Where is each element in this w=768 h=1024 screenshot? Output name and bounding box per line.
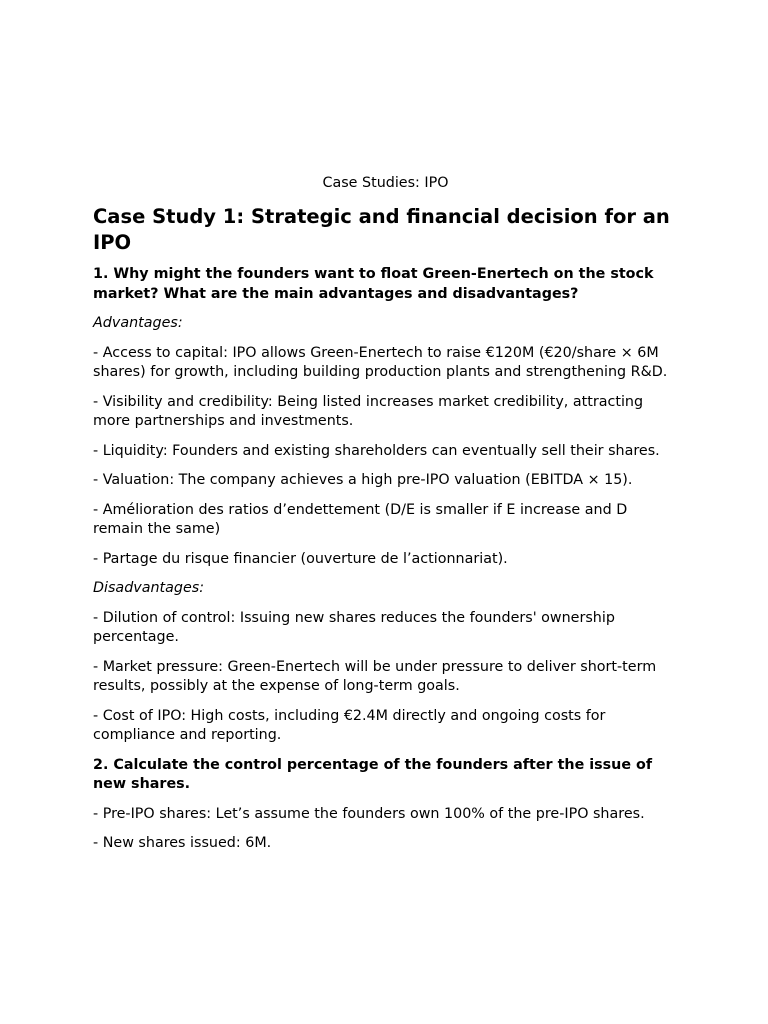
case-study-heading: Case Study 1: Strategic and financial decision for an IPO <box>93 205 670 254</box>
advantage-item: - Partage du risque financier (ouverture de l’actionnariat). <box>93 550 508 567</box>
answer-point: - New shares issued: 6M. <box>93 835 272 851</box>
question-2: 2. Calculate the control percentage of the founders after the issue of new shares. <box>93 756 653 792</box>
advantage-item: - Amélioration des ratios d’endettement (D/E is smaller if E increase and D remain the same) <box>93 501 628 537</box>
disadvantage-item: - Dilution of control: Issuing new shares reduces the founders' ownership percentage. <box>93 609 615 645</box>
disadvantage-item: - Cost of IPO: High costs, including €2.4M directly and ongoing costs for compliance and reporting. <box>93 707 606 743</box>
advantage-item: - Valuation: The company achieves a high pre-IPO valuation (EBITDA × 15). <box>93 472 633 488</box>
document-page <box>93 174 678 864</box>
answer-point: - Pre-IPO shares: Let’s assume the founders own 100% of the pre-IPO shares. <box>93 805 645 822</box>
advantages-label: Advantages: <box>93 315 183 331</box>
advantage-item: - Liquidity: Founders and existing shareholders can eventually sell their shares. <box>93 442 660 459</box>
disadvantage-item: - Market pressure: Green-Enertech will be under pressure to deliver short-term results, possibly at the expense of long-term goals. <box>93 658 657 694</box>
document-title: Case Studies: IPO <box>322 175 449 191</box>
disadvantages-label: Disadvantages: <box>93 580 205 596</box>
advantage-item: - Visibility and credibility: Being listed increases market credibility, attracting more partnerships and investments. <box>93 393 644 429</box>
question-1: 1. Why might the founders want to float Green-Enertech on the stock market? What are the main advantages and disadvantages? <box>93 266 654 302</box>
advantage-item: - Access to capital: IPO allows Green-Enertech to raise €120M (€20/share × 6M shares) for growth, including building production plants and strengthening R&D. <box>93 344 668 380</box>
